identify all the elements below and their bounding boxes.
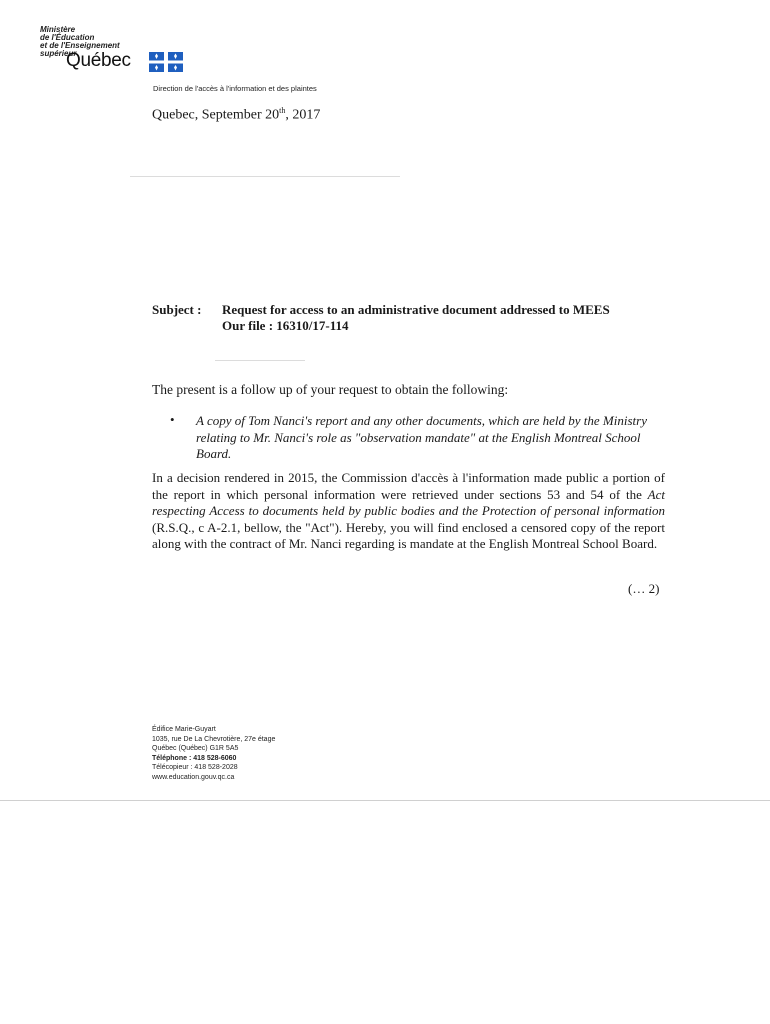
quebec-wordmark: Québec <box>66 50 131 71</box>
date-prefix: Quebec, September 20 <box>152 107 280 123</box>
body-paragraph <box>152 470 665 553</box>
letter-date <box>152 106 320 124</box>
paragraph-part-1: In a decision rendered in 2015, the Commission d'accès à l'information made public a portion of the report in which personal information were retrieved under sections 53 and 54 of the <box>152 470 665 502</box>
footer-fax: Télécopieur : 418 528-2028 <box>152 764 238 771</box>
scan-edge-line <box>0 800 770 801</box>
footer-website: www.education.gouv.qc.ca <box>152 773 235 781</box>
intro-paragraph: The present is a follow up of your request to obtain the following: <box>152 382 509 397</box>
footer-street: 1035, rue De La Chevrotière, 27e étage <box>152 735 276 743</box>
quebec-flag-icon <box>149 52 183 72</box>
subject-text <box>222 302 610 334</box>
divider-line <box>130 176 400 177</box>
footer-city: Québec (Québec) G1R 5A5 <box>152 745 239 752</box>
footer-phone: Téléphone : 418 528-6060 <box>152 754 237 762</box>
footer-building: Édifice Marie-Guyart <box>152 726 216 733</box>
date-year: , 2017 <box>285 107 321 123</box>
department-name: Direction de l'accès à l'information et des plaintes <box>153 84 317 93</box>
ministry-line-1: Ministère <box>40 25 76 34</box>
subject-line-2: Our file : 16310/17-114 <box>222 318 349 333</box>
act-title: Act respecting Access to documents held by public bodies and the Protection of personal information <box>152 486 665 518</box>
footer-address <box>152 725 275 782</box>
date-suffix: th <box>279 106 286 115</box>
ministry-line-3: et de l'Enseignement <box>40 41 120 50</box>
bullet-item: A copy of Tom Nanci's report and any other documents, which are held by the Ministry relating to Mr. Nanci's role as "observation mandate" at the English Montreal School Board. <box>196 413 647 461</box>
continuation-marker: (… 2) <box>628 581 660 596</box>
subject-label: Subject : <box>152 302 202 317</box>
divider-line <box>215 360 305 361</box>
ministry-line-4: supérieur <box>40 49 77 58</box>
ministry-line-2: de l'Éducation <box>40 33 95 42</box>
paragraph-part-2: (R.S.Q., c A-2.1, bellow, the "Act"). Hereby, you will find enclosed a censored copy of the report along with the contract of Mr. Nanci regarding is mandate at the English Montreal School Board. <box>152 519 665 551</box>
bullet-marker: • <box>170 412 175 427</box>
subject-line-1: Request for access to an administrative document addressed to MEES <box>222 302 610 317</box>
